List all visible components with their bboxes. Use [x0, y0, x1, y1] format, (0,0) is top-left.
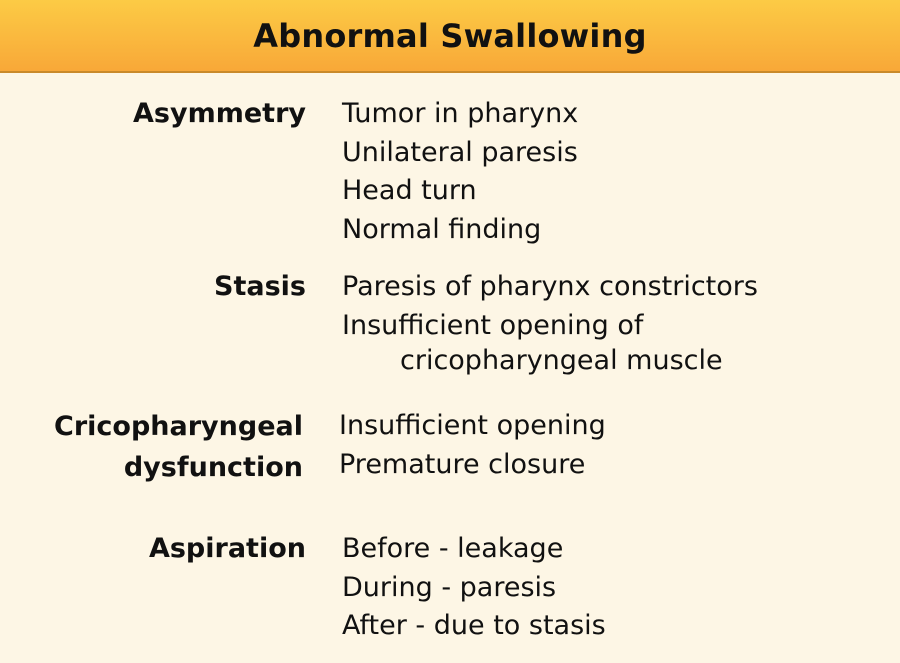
definition-item: Paresis of pharynx constrictors: [342, 271, 758, 302]
term-line: dysfunction: [123, 452, 303, 483]
term-aspiration: Aspiration: [148, 533, 306, 564]
term-stasis: Stasis: [214, 271, 306, 302]
definition-item: Before - leakage: [342, 533, 564, 564]
term-asymmetry: Asymmetry: [133, 98, 306, 129]
term-line: Cricopharyngeal: [54, 411, 303, 442]
definition-item: During - paresis: [342, 571, 557, 603]
definition-item: Head turn: [342, 175, 477, 206]
definition-item: Premature closure: [339, 449, 586, 480]
definition-item: Insufficient opening: [339, 410, 606, 441]
definition-item: Unilateral paresis: [342, 136, 578, 168]
definition-item: Normal finding: [342, 213, 542, 245]
header-bar: [0, 0, 900, 73]
definition-item: After - due to stasis: [342, 610, 606, 641]
definition-item-continuation: cricopharyngeal muscle: [400, 345, 723, 376]
definition-item: Tumor in pharynx: [342, 98, 579, 129]
term-cricopharyngeal-dysfunction: [54, 406, 303, 488]
definition-list: [342, 530, 606, 646]
definition-list: [342, 95, 578, 249]
definition-list: [342, 268, 758, 381]
definition-item: Insufficient opening of: [342, 309, 644, 341]
definition-list: [339, 406, 606, 484]
page-title: Abnormal Swallowing: [253, 16, 647, 55]
